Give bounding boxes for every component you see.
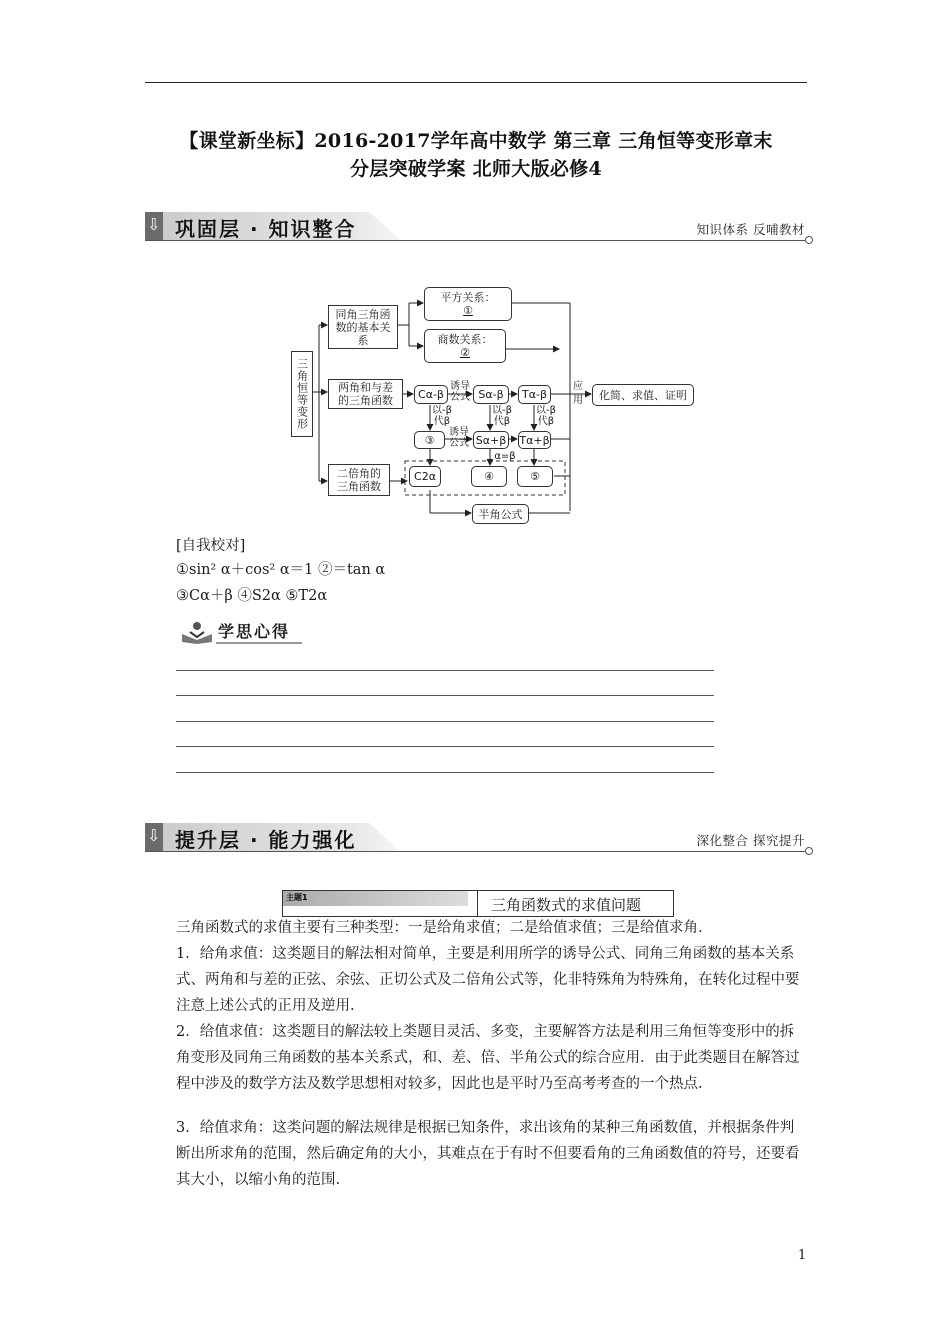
node-same-angle: 同角三角函数的基本关系 <box>328 305 398 349</box>
node-c2a: C2α <box>409 466 441 487</box>
topic-box <box>282 890 674 917</box>
banner-rule <box>145 851 805 852</box>
writing-line-5 <box>176 772 714 773</box>
section-title: 提升层 · 能力强化 <box>175 828 357 852</box>
blank-2: ② <box>460 346 470 359</box>
node-root: 三角恒等变形 <box>291 351 313 437</box>
label-apply: 应用 <box>573 381 583 406</box>
label-induce-1: 诱导公式 <box>450 381 470 403</box>
reflection-underline <box>216 642 302 644</box>
node-s-minus: Sα-β <box>473 385 509 404</box>
page-number: 1 <box>798 1248 807 1263</box>
knowledge-diagram <box>285 283 705 528</box>
down-arrow-icon: ⇩ <box>145 212 163 240</box>
node-square-relation <box>424 287 512 321</box>
node-blank-4: ④ <box>471 466 507 487</box>
node-result: 化简、求值、证明 <box>592 384 694 406</box>
label-induce-2: 诱导公式 <box>449 427 469 449</box>
selfcheck-line2: ③Cα＋β ④S2α ⑤T2α <box>176 588 328 604</box>
section-banner-enhance <box>145 823 815 853</box>
paragraph-1: 1．给角求值：这类题目的解法相对简单，主要是利用所学的诱导公式、同角三角函数的基本关系式、两角和与差的正弦、余弦、正切公式及二倍角公式等，化非特殊角为特殊角，在转化过程中要注意上述公式的正用及逆用. <box>176 946 800 1014</box>
doc-title-line1: 【课堂新坐标】2016-2017学年高中数学 第三章 三角恒等变形章末 <box>179 130 773 152</box>
node-t-minus: Tα-β <box>518 385 551 404</box>
section-title: 巩固层 · 知识整合 <box>175 217 357 241</box>
header-rule <box>145 82 807 83</box>
node-sum-diff: 两角和与差的三角函数 <box>328 379 403 409</box>
node-t-plus: Tα+β <box>518 431 551 449</box>
node-c-minus: Cα-β <box>414 385 448 404</box>
reader-icon <box>180 620 214 644</box>
node-s-plus: Sα+β <box>473 431 509 449</box>
banner-dot <box>805 236 813 244</box>
paragraph-2: 2．给值求值：这类题目的解法较上类题目灵活、多变，主要解答方法是利用三角恒等变形中的拆角变形及同角三角函数的基本关系式，和、差、倍、半角公式的综合应用．由于此类题目在解答过程中涉及的数学方法及数学思想相对较多，因此也是平时乃至高考考查的一个热点. <box>176 1024 800 1092</box>
reflection-title: 学思心得 <box>218 622 291 641</box>
topic-title: 三角函数式的求值问题 <box>491 896 642 914</box>
topic-tag-label: 主题1 <box>286 893 308 902</box>
paragraph-3: 3．给值求角：这类问题的解法规律是根据已知条件，求出该角的某种三角函数值，并根据条件判断出所求角的范围，然后确定角的大小，其难点在于有时不但要看角的三角函数值的符号，还要看其大小，以缩小角的范围. <box>176 1120 800 1188</box>
section-subtitle: 深化整合 探究提升 <box>696 833 805 848</box>
blank-1: ① <box>463 304 473 317</box>
node-double-angle: 二倍角的三角函数 <box>328 464 390 496</box>
square-rel-label: 平方关系： <box>440 291 496 304</box>
writing-line-1 <box>176 670 714 671</box>
topic-separator <box>477 891 478 916</box>
node-quotient-relation <box>424 329 506 363</box>
doc-title-line2: 分层突破学案 北师大版必修4 <box>349 158 603 180</box>
section-banner-consolidate <box>145 212 815 242</box>
selfcheck-line1: ①sin² α＋cos² α＝1 ②＝tan α <box>176 562 386 578</box>
banner-rule <box>145 240 805 241</box>
section-subtitle: 知识体系 反哺教材 <box>696 222 805 237</box>
writing-line-3 <box>176 721 714 722</box>
reflection-header <box>180 618 310 644</box>
quot-rel-label: 商数关系： <box>437 333 493 346</box>
banner-dot <box>805 847 813 855</box>
selfcheck-label: [自我校对] <box>176 538 246 554</box>
label-alpha-eq-beta: α=β <box>494 451 516 462</box>
writing-line-4 <box>176 746 714 747</box>
label-replace-2: 以-β代β <box>492 405 512 427</box>
down-arrow-icon: ⇩ <box>145 823 163 851</box>
topic-tag <box>283 891 468 906</box>
writing-line-2 <box>176 695 714 696</box>
label-replace-1: 以-β代β <box>432 405 452 427</box>
node-half-angle: 半角公式 <box>472 504 529 524</box>
paragraph-intro: 三角函数式的求值主要有三种类型：一是给角求值；二是给值求值；三是给值求角. <box>176 920 703 936</box>
label-replace-3: 以-β代β <box>536 405 556 427</box>
node-blank-3: ③ <box>414 431 445 449</box>
node-blank-5: ⑤ <box>517 466 553 487</box>
